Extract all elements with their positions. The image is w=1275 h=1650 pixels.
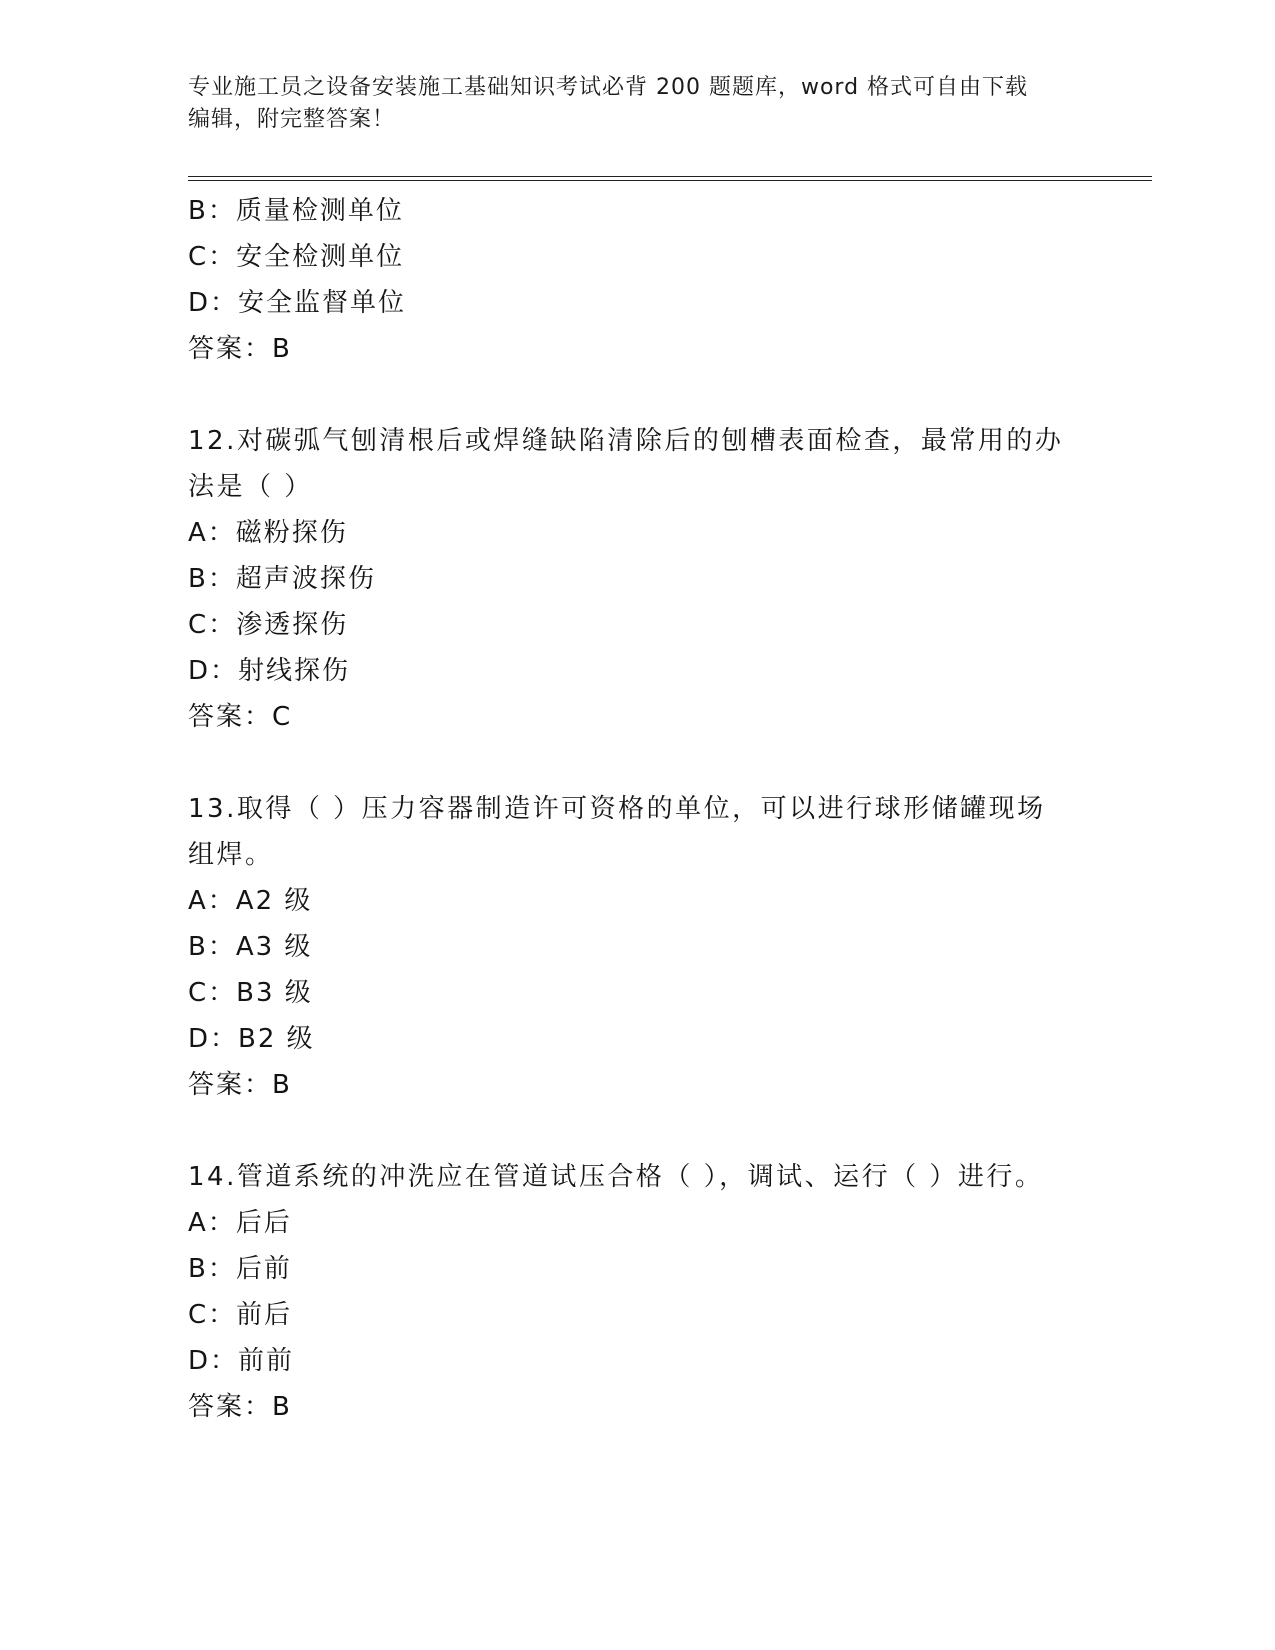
question-12 (188, 418, 1088, 740)
option-d: D：射线探伤 (188, 656, 351, 686)
answer: 答案：B (188, 1392, 292, 1422)
option-a: A：磁粉探伤 (188, 518, 348, 548)
option-c: C：前后 (188, 1300, 293, 1330)
question-14 (188, 1154, 1088, 1430)
question-13 (188, 786, 1088, 1108)
question-text-cont: 组焊。 (188, 840, 274, 870)
answer: 答案：C (188, 702, 293, 732)
option-c: C：安全检测单位 (188, 242, 405, 272)
document-body (188, 188, 1088, 1430)
answer: 答案：B (188, 334, 292, 364)
question-11-tail (188, 188, 1088, 372)
option-d: D：前前 (188, 1346, 295, 1376)
option-a: A：A2 级 (188, 886, 313, 916)
option-c: C：B3 级 (188, 978, 313, 1008)
header-title-line1: 专业施工员之设备安装施工基础知识考试必背 200 题题库，word 格式可自由下载 (188, 75, 1029, 100)
question-text: 12.对碳弧气刨清根后或焊缝缺陷清除后的刨槽表面检查，最常用的办 (188, 426, 1064, 456)
option-a: A：后后 (188, 1208, 292, 1238)
question-text-cont: 法是（ ） (188, 472, 313, 502)
spacer (188, 372, 1088, 418)
option-b: B：后前 (188, 1254, 292, 1284)
spacer (188, 1108, 1088, 1154)
page-header (188, 72, 1088, 136)
spacer (188, 740, 1088, 786)
option-d: D：B2 级 (188, 1024, 315, 1054)
header-divider (188, 176, 1152, 181)
option-b: B：A3 级 (188, 932, 313, 962)
option-b: B：质量检测单位 (188, 196, 404, 226)
option-d: D：安全监督单位 (188, 288, 407, 318)
question-text: 14.管道系统的冲洗应在管道试压合格（ ），调试、运行（ ）进行。 (188, 1162, 1044, 1192)
answer: 答案：B (188, 1070, 292, 1100)
option-b: B：超声波探伤 (188, 564, 376, 594)
question-text: 13.取得（ ）压力容器制造许可资格的单位，可以进行球形储罐现场 (188, 794, 1046, 824)
option-c: C：渗透探伤 (188, 610, 349, 640)
header-title-line2: 编辑，附完整答案！ (188, 107, 396, 132)
